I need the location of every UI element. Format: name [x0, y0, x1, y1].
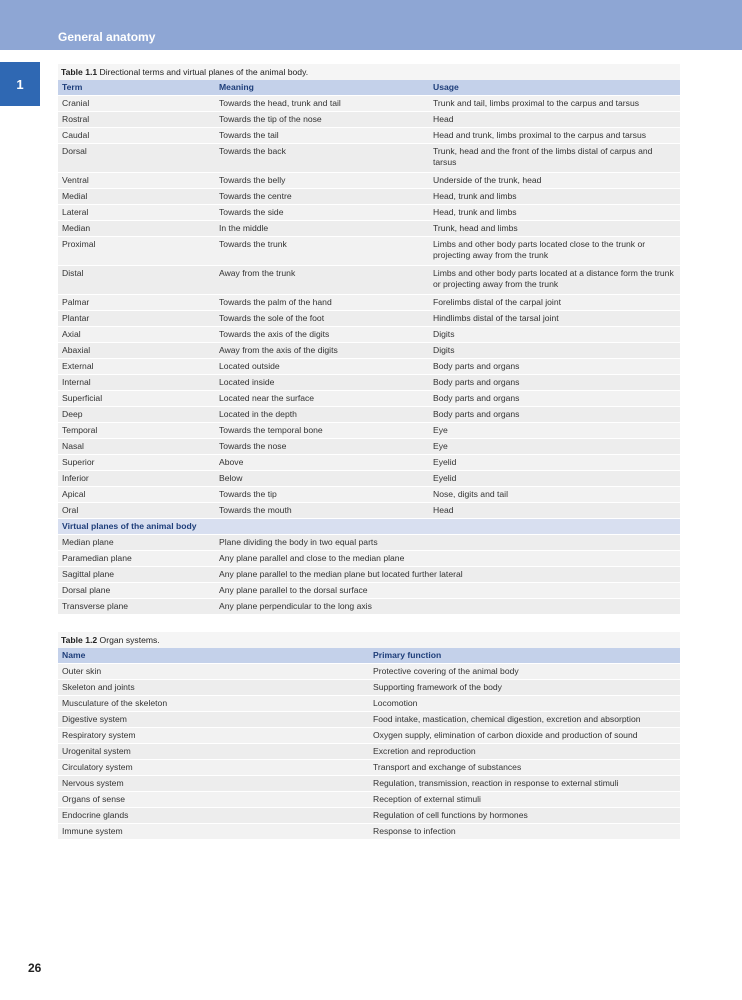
term-cell: Medial: [58, 189, 215, 205]
table-header-row: [58, 80, 680, 96]
term-cell: Axial: [58, 327, 215, 343]
usage-cell: Body parts and organs: [429, 391, 680, 407]
usage-cell: Nose, digits and tail: [429, 487, 680, 503]
table-row: [58, 128, 680, 144]
usage-cell: Eyelid: [429, 471, 680, 487]
meaning-cell: Located in the depth: [215, 407, 429, 423]
term-cell: Caudal: [58, 128, 215, 144]
primary-function-cell: Response to infection: [369, 824, 680, 840]
usage-cell: Head, trunk and limbs: [429, 189, 680, 205]
table-organ-systems: [58, 632, 680, 840]
usage-cell: Limbs and other body parts located close to the trunk or projecting away from the trunk: [429, 237, 680, 266]
column-header-meaning: Meaning: [215, 80, 429, 96]
table-caption: [58, 64, 680, 80]
table-directional-terms: [58, 64, 680, 615]
meaning-cell: Towards the sole of the foot: [215, 311, 429, 327]
table-row: [58, 391, 680, 407]
plane-definition-cell: Plane dividing the body in two equal parts: [215, 535, 680, 551]
table-row: [58, 112, 680, 128]
meaning-cell: Towards the tip of the nose: [215, 112, 429, 128]
table-row: [58, 359, 680, 375]
table-row: [58, 221, 680, 237]
meaning-cell: Towards the temporal bone: [215, 423, 429, 439]
term-cell: Distal: [58, 266, 215, 295]
usage-cell: Head: [429, 503, 680, 519]
term-cell: Dorsal: [58, 144, 215, 173]
term-cell: Rostral: [58, 112, 215, 128]
table-row: [58, 439, 680, 455]
meaning-cell: In the middle: [215, 221, 429, 237]
section-row-virtual-planes: [58, 519, 680, 535]
term-cell: Apical: [58, 487, 215, 503]
primary-function-cell: Locomotion: [369, 696, 680, 712]
meaning-cell: Towards the nose: [215, 439, 429, 455]
plane-definition-cell: Any plane parallel to the median plane but located further lateral: [215, 567, 680, 583]
table-row: [58, 327, 680, 343]
meaning-cell: Below: [215, 471, 429, 487]
meaning-cell: Towards the tip: [215, 487, 429, 503]
running-header-title: General anatomy: [58, 30, 156, 44]
term-cell: Temporal: [58, 423, 215, 439]
table-row: [58, 205, 680, 221]
table-row: [58, 744, 680, 760]
term-cell: Plantar: [58, 311, 215, 327]
system-name-cell: Digestive system: [58, 712, 369, 728]
table-caption-text: Organ systems.: [99, 635, 160, 645]
table-row: [58, 551, 680, 567]
system-name-cell: Musculature of the skeleton: [58, 696, 369, 712]
plane-name-cell: Median plane: [58, 535, 215, 551]
page-number: 26: [28, 961, 42, 975]
plane-name-cell: Dorsal plane: [58, 583, 215, 599]
usage-cell: Underside of the trunk, head: [429, 173, 680, 189]
running-header-bar: [0, 0, 742, 50]
primary-function-cell: Oxygen supply, elimination of carbon dioxide and production of sound: [369, 728, 680, 744]
meaning-cell: Away from the trunk: [215, 266, 429, 295]
table-caption-label: Table 1.2: [61, 635, 98, 645]
primary-function-cell: Supporting framework of the body: [369, 680, 680, 696]
table-row: [58, 824, 680, 840]
system-name-cell: Circulatory system: [58, 760, 369, 776]
term-cell: Proximal: [58, 237, 215, 266]
meaning-cell: Towards the mouth: [215, 503, 429, 519]
table-row: [58, 455, 680, 471]
usage-cell: Body parts and organs: [429, 359, 680, 375]
primary-function-cell: Regulation of cell functions by hormones: [369, 808, 680, 824]
meaning-cell: Towards the belly: [215, 173, 429, 189]
plane-name-cell: Transverse plane: [58, 599, 215, 615]
primary-function-cell: Transport and exchange of substances: [369, 760, 680, 776]
meaning-cell: Towards the palm of the hand: [215, 295, 429, 311]
table-row: [58, 503, 680, 519]
table-row: [58, 696, 680, 712]
system-name-cell: Endocrine glands: [58, 808, 369, 824]
table-row: [58, 712, 680, 728]
plane-definition-cell: Any plane parallel to the dorsal surface: [215, 583, 680, 599]
table-row: [58, 760, 680, 776]
usage-cell: Head, trunk and limbs: [429, 205, 680, 221]
plane-name-cell: Sagittal plane: [58, 567, 215, 583]
primary-function-cell: Protective covering of the animal body: [369, 664, 680, 680]
term-cell: Inferior: [58, 471, 215, 487]
column-header-term: Term: [58, 80, 215, 96]
primary-function-cell: Excretion and reproduction: [369, 744, 680, 760]
usage-cell: Digits: [429, 327, 680, 343]
table-row: [58, 237, 680, 266]
system-name-cell: Immune system: [58, 824, 369, 840]
system-name-cell: Organs of sense: [58, 792, 369, 808]
table-row: [58, 535, 680, 551]
meaning-cell: Located near the surface: [215, 391, 429, 407]
system-name-cell: Outer skin: [58, 664, 369, 680]
usage-cell: Eye: [429, 439, 680, 455]
table-row: [58, 808, 680, 824]
meaning-cell: Above: [215, 455, 429, 471]
meaning-cell: Located outside: [215, 359, 429, 375]
table-row: [58, 96, 680, 112]
term-cell: Palmar: [58, 295, 215, 311]
chapter-tab: 1: [0, 62, 40, 106]
term-cell: Abaxial: [58, 343, 215, 359]
column-header-name: Name: [58, 648, 369, 664]
usage-cell: Eyelid: [429, 455, 680, 471]
system-name-cell: Urogenital system: [58, 744, 369, 760]
meaning-cell: Towards the head, trunk and tail: [215, 96, 429, 112]
usage-cell: Hindlimbs distal of the tarsal joint: [429, 311, 680, 327]
table-row: [58, 173, 680, 189]
table-row: [58, 375, 680, 391]
term-cell: Ventral: [58, 173, 215, 189]
table-row: [58, 343, 680, 359]
table-row: [58, 423, 680, 439]
table-row: [58, 144, 680, 173]
usage-cell: Eye: [429, 423, 680, 439]
table-caption-text: Directional terms and virtual planes of the animal body.: [99, 67, 309, 77]
primary-function-cell: Regulation, transmission, reaction in response to external stimuli: [369, 776, 680, 792]
table-row: [58, 680, 680, 696]
usage-cell: Head and trunk, limbs proximal to the carpus and tarsus: [429, 128, 680, 144]
term-cell: Median: [58, 221, 215, 237]
plane-definition-cell: Any plane perpendicular to the long axis: [215, 599, 680, 615]
meaning-cell: Towards the side: [215, 205, 429, 221]
usage-cell: Head: [429, 112, 680, 128]
meaning-cell: Towards the trunk: [215, 237, 429, 266]
table-row: [58, 583, 680, 599]
usage-cell: Trunk, head and limbs: [429, 221, 680, 237]
usage-cell: Body parts and organs: [429, 375, 680, 391]
table-row: [58, 266, 680, 295]
table-header-row: [58, 648, 680, 664]
table-caption-label: Table 1.1: [61, 67, 98, 77]
primary-function-cell: Reception of external stimuli: [369, 792, 680, 808]
table-row: [58, 311, 680, 327]
term-cell: Internal: [58, 375, 215, 391]
table-row: [58, 189, 680, 205]
term-cell: Nasal: [58, 439, 215, 455]
term-cell: Lateral: [58, 205, 215, 221]
meaning-cell: Towards the tail: [215, 128, 429, 144]
table-row: [58, 487, 680, 503]
term-cell: Superior: [58, 455, 215, 471]
table-row: [58, 407, 680, 423]
usage-cell: Trunk, head and the front of the limbs distal of carpus and tarsus: [429, 144, 680, 173]
table-row: [58, 471, 680, 487]
table-caption: [58, 632, 680, 648]
table-row: [58, 664, 680, 680]
system-name-cell: Respiratory system: [58, 728, 369, 744]
plane-name-cell: Paramedian plane: [58, 551, 215, 567]
term-cell: Oral: [58, 503, 215, 519]
table-row: [58, 599, 680, 615]
term-cell: Deep: [58, 407, 215, 423]
system-name-cell: Skeleton and joints: [58, 680, 369, 696]
meaning-cell: Towards the back: [215, 144, 429, 173]
term-cell: Cranial: [58, 96, 215, 112]
usage-cell: Forelimbs distal of the carpal joint: [429, 295, 680, 311]
usage-cell: Limbs and other body parts located at a distance form the trunk or projecting away from the trunk: [429, 266, 680, 295]
term-cell: External: [58, 359, 215, 375]
column-header-primary-function: Primary function: [369, 648, 680, 664]
section-title: Virtual planes of the animal body: [58, 519, 680, 535]
table-row: [58, 792, 680, 808]
meaning-cell: Towards the axis of the digits: [215, 327, 429, 343]
meaning-cell: Located inside: [215, 375, 429, 391]
usage-cell: Digits: [429, 343, 680, 359]
table-row: [58, 567, 680, 583]
table-row: [58, 776, 680, 792]
column-header-usage: Usage: [429, 80, 680, 96]
table-row: [58, 295, 680, 311]
meaning-cell: Towards the centre: [215, 189, 429, 205]
primary-function-cell: Food intake, mastication, chemical digestion, excretion and absorption: [369, 712, 680, 728]
usage-cell: Trunk and tail, limbs proximal to the carpus and tarsus: [429, 96, 680, 112]
meaning-cell: Away from the axis of the digits: [215, 343, 429, 359]
usage-cell: Body parts and organs: [429, 407, 680, 423]
term-cell: Superficial: [58, 391, 215, 407]
table-row: [58, 728, 680, 744]
system-name-cell: Nervous system: [58, 776, 369, 792]
plane-definition-cell: Any plane parallel and close to the median plane: [215, 551, 680, 567]
